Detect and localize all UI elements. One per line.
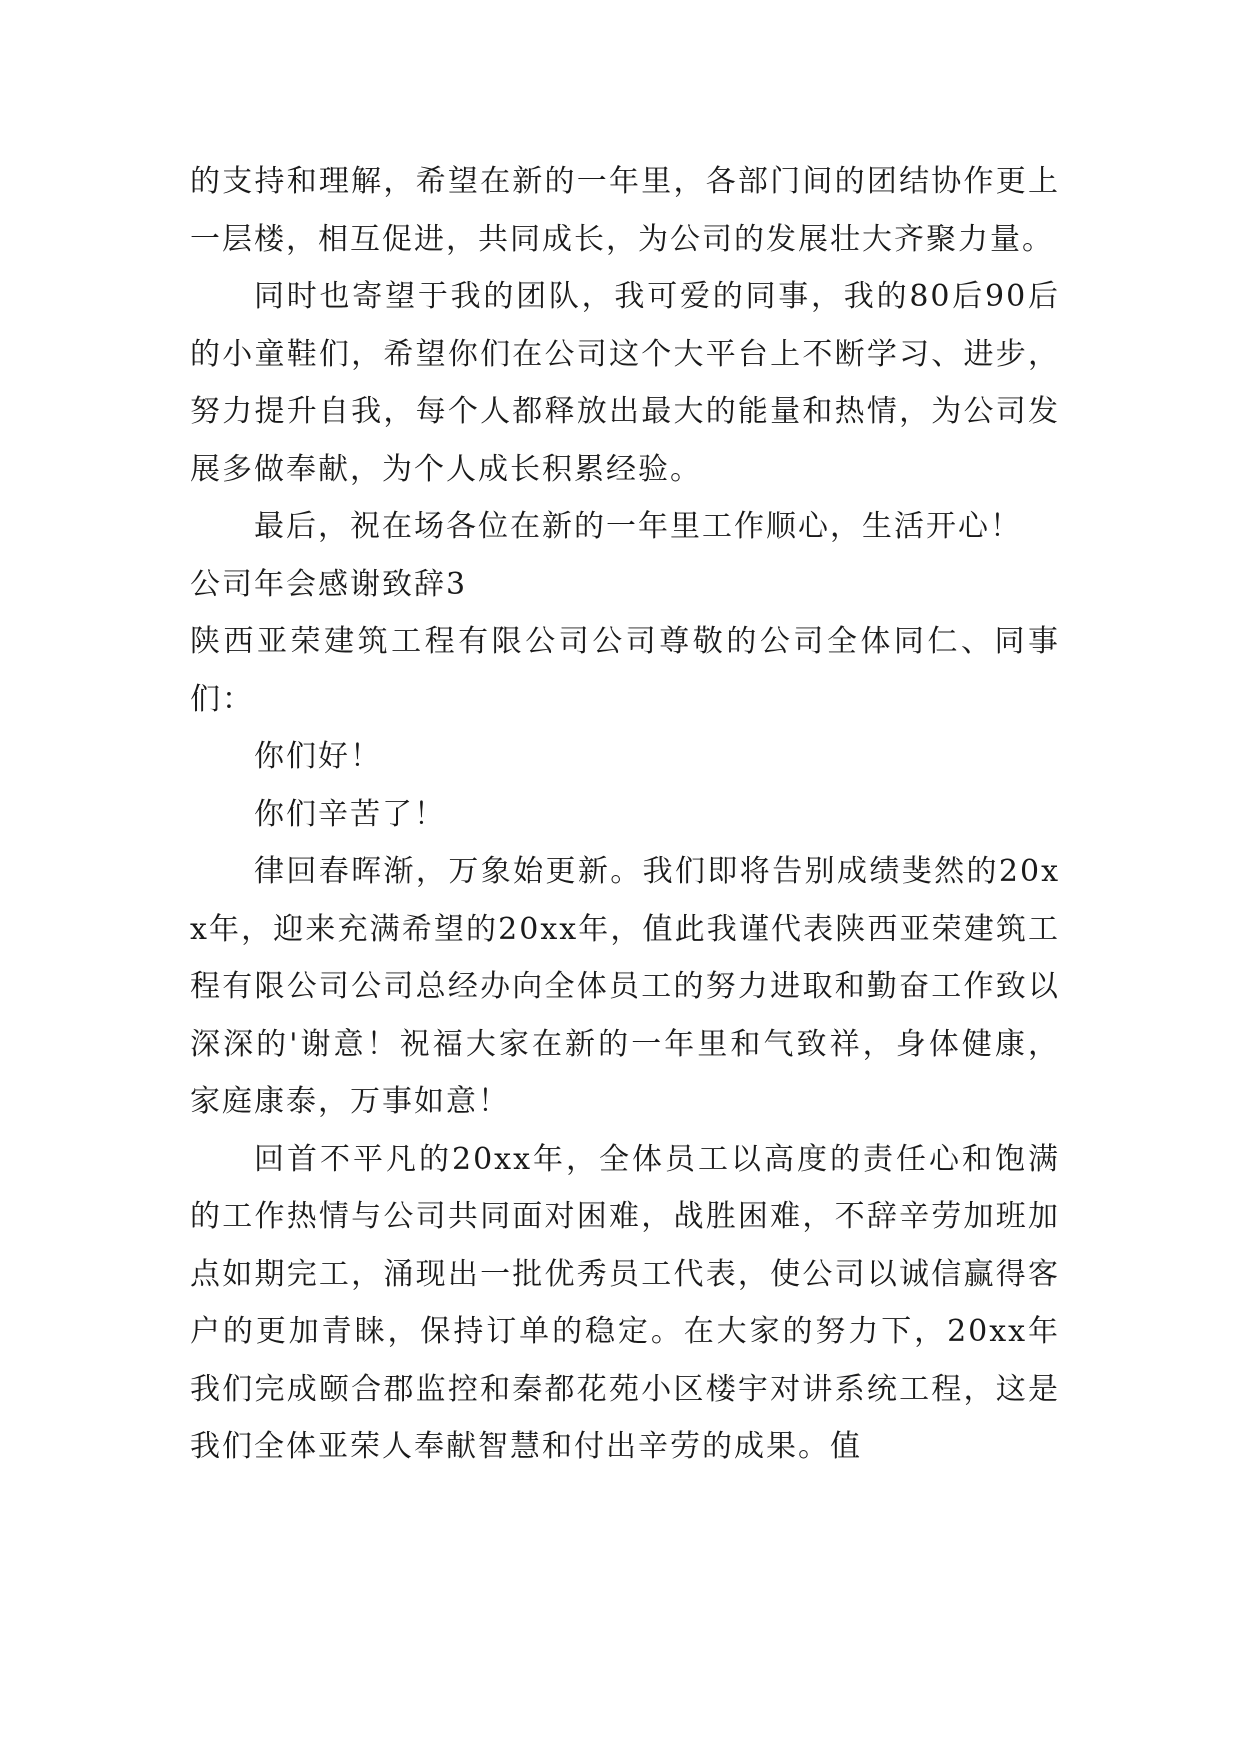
section-title: 公司年会感谢致辞3 — [190, 566, 468, 602]
document-body — [190, 153, 1060, 1476]
paragraph: 律回春晖渐，万象始更新。我们即将告别成绩斐然的20xx年，迎来充满希望的20xx年，值此我谨代表陕西亚荣建筑工程有限公司公司总经办向全体员工的努力进取和勤奋工作致以深深的'谢意！祝福大家在新的一年里和气致祥，身体健康，家庭康泰，万事如意！ — [190, 854, 1060, 1119]
paragraph: 的支持和理解，希望在新的一年里，各部门间的团结协作更上一层楼，相互促进，共同成长，为公司的发展壮大齐聚力量。 — [190, 164, 1060, 257]
paragraph: 最后，祝在场各位在新的一年里工作顺心，生活开心！ — [254, 509, 1022, 544]
paragraph: 回首不平凡的20xx年，全体员工以高度的责任心和饱满的工作热情与公司共同面对困难，战胜困难，不辞辛劳加班加点如期完工，涌现出一批优秀员工代表，使公司以诚信赢得客户的更加青睐，保持订单的稳定。在大家的努力下，20xx年我们完成颐合郡监控和秦都花苑小区楼宇对讲系统工程，这是我们全体亚荣人奉献智慧和付出辛劳的成果。值 — [190, 1141, 1060, 1464]
paragraph: 你们好！ — [254, 739, 382, 774]
paragraph: 同时也寄望于我的团队，我可爱的同事，我的80后90后的小童鞋们，希望你们在公司这个大平台上不断学习、进步，努力提升自我，每个人都释放出最大的能量和热情，为公司发展多做奉献，为个人成长积累经验。 — [190, 279, 1060, 487]
paragraph: 你们辛苦了！ — [254, 796, 446, 832]
salutation: 陕西亚荣建筑工程有限公司公司尊敬的公司全体同仁、同事们： — [190, 624, 1060, 717]
